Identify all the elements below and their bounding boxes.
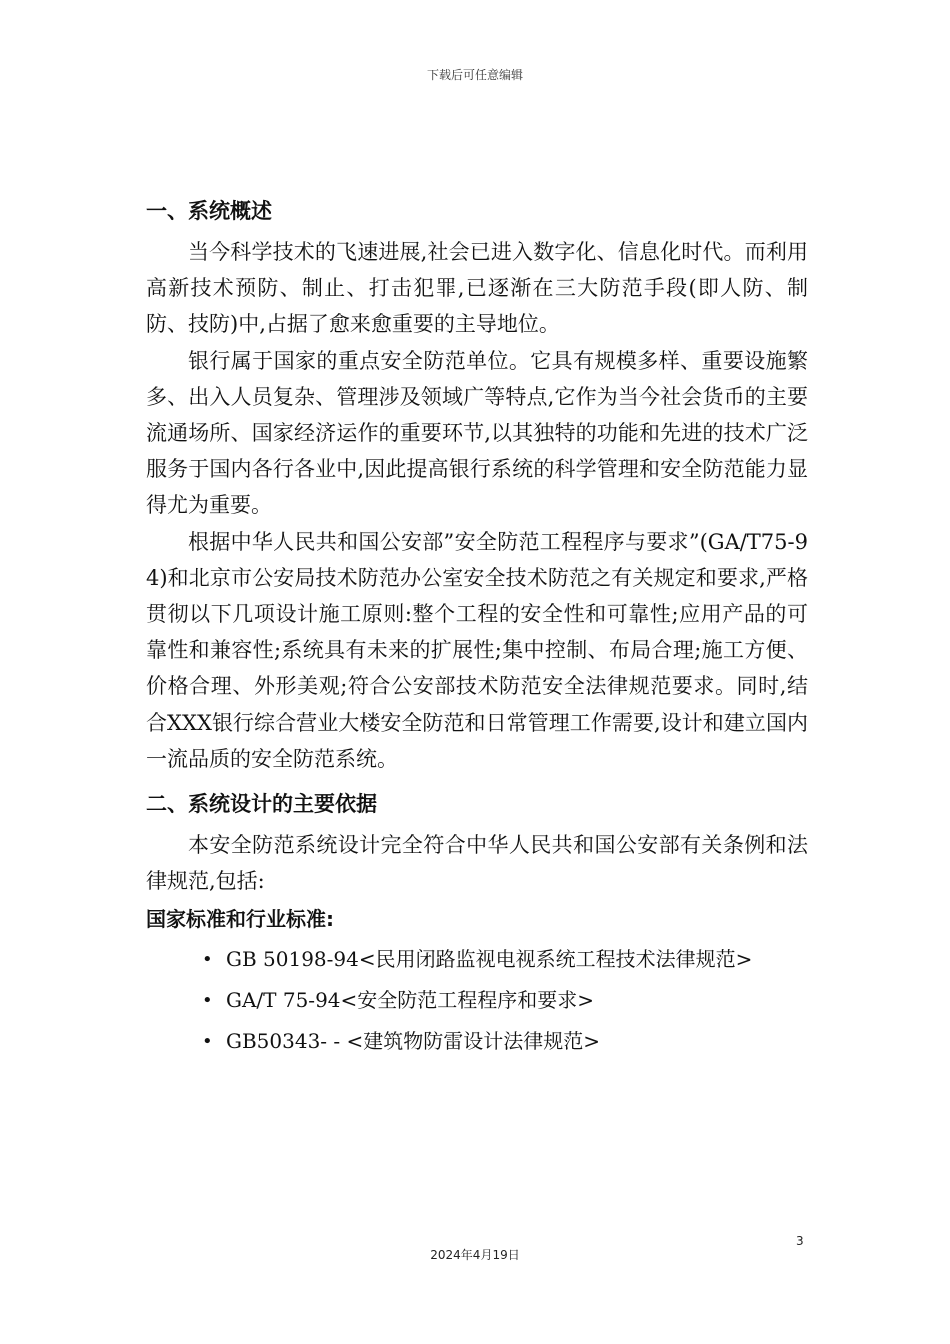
page-header: 下载后可任意编辑 [426,68,523,82]
footer-date: 2024年4月19日 [430,1248,520,1262]
section-title-design-basis: 二、系统设计的主要依据 [146,792,377,817]
list-item-text: GB50343- - <建筑物防雷设计法律规范> [226,1029,601,1054]
list-item [202,1021,808,1062]
page-number: 3 [796,1234,804,1248]
document-body [146,190,808,1062]
paragraph-3: 根据中华人民共和国公安部”安全防范工程程序与要求”(GA/T75-94)和北京市公安局技术防范办公室安全技术防范之有关规定和要求,严格贯彻以下几项设计施工原则:整个工程的安全性和可靠性;应用产品的可靠性和兼容性;系统具有未来的扩展性;集中控制、布局合理;施工方便、价格合理、外形美观;符合公安部技术防范安全法律规范要求。同时,结合XXX银行综合营业大楼安全防范和日常管理工作需要,设计和建立国内一流品质的安全防范系统。 [146,529,808,771]
list-item [202,980,808,1021]
bullet-icon: • [202,990,213,1012]
bullet-icon: • [202,1031,213,1053]
paragraph-1: 当今科学技术的飞速进展,社会已进入数字化、信息化时代。而利用高新技术预防、制止、打击犯罪,已逐渐在三大防范手段(即人防、制防、技防)中,占据了愈来愈重要的主导地位。 [146,240,808,337]
list-item-text: GB 50198-94<民用闭路监视电视系统工程技术法律规范> [226,947,753,972]
bullet-icon: • [202,949,213,971]
paragraph-intro: 本安全防范系统设计完全符合中华人民共和国公安部有关条例和法律规范,包括: [146,833,808,894]
standards-list [146,939,808,1062]
subheading-standards: 国家标准和行业标准: [146,907,334,932]
paragraph-2: 银行属于国家的重点安全防范单位。它具有规模多样、重要设施繁多、出入人员复杂、管理涉及领域广等特点,它作为当今社会货币的主要流通场所、国家经济运作的重要环节,以其独特的功能和先进的技术广泛服务于国内各行各业中,因此提高银行系统的科学管理和安全防范能力显得尤为重要。 [146,348,808,518]
section-title-overview: 一、系统概述 [146,199,272,223]
list-item-text: GA/T 75-94<安全防范工程程序和要求> [226,988,595,1013]
list-item [202,939,808,980]
